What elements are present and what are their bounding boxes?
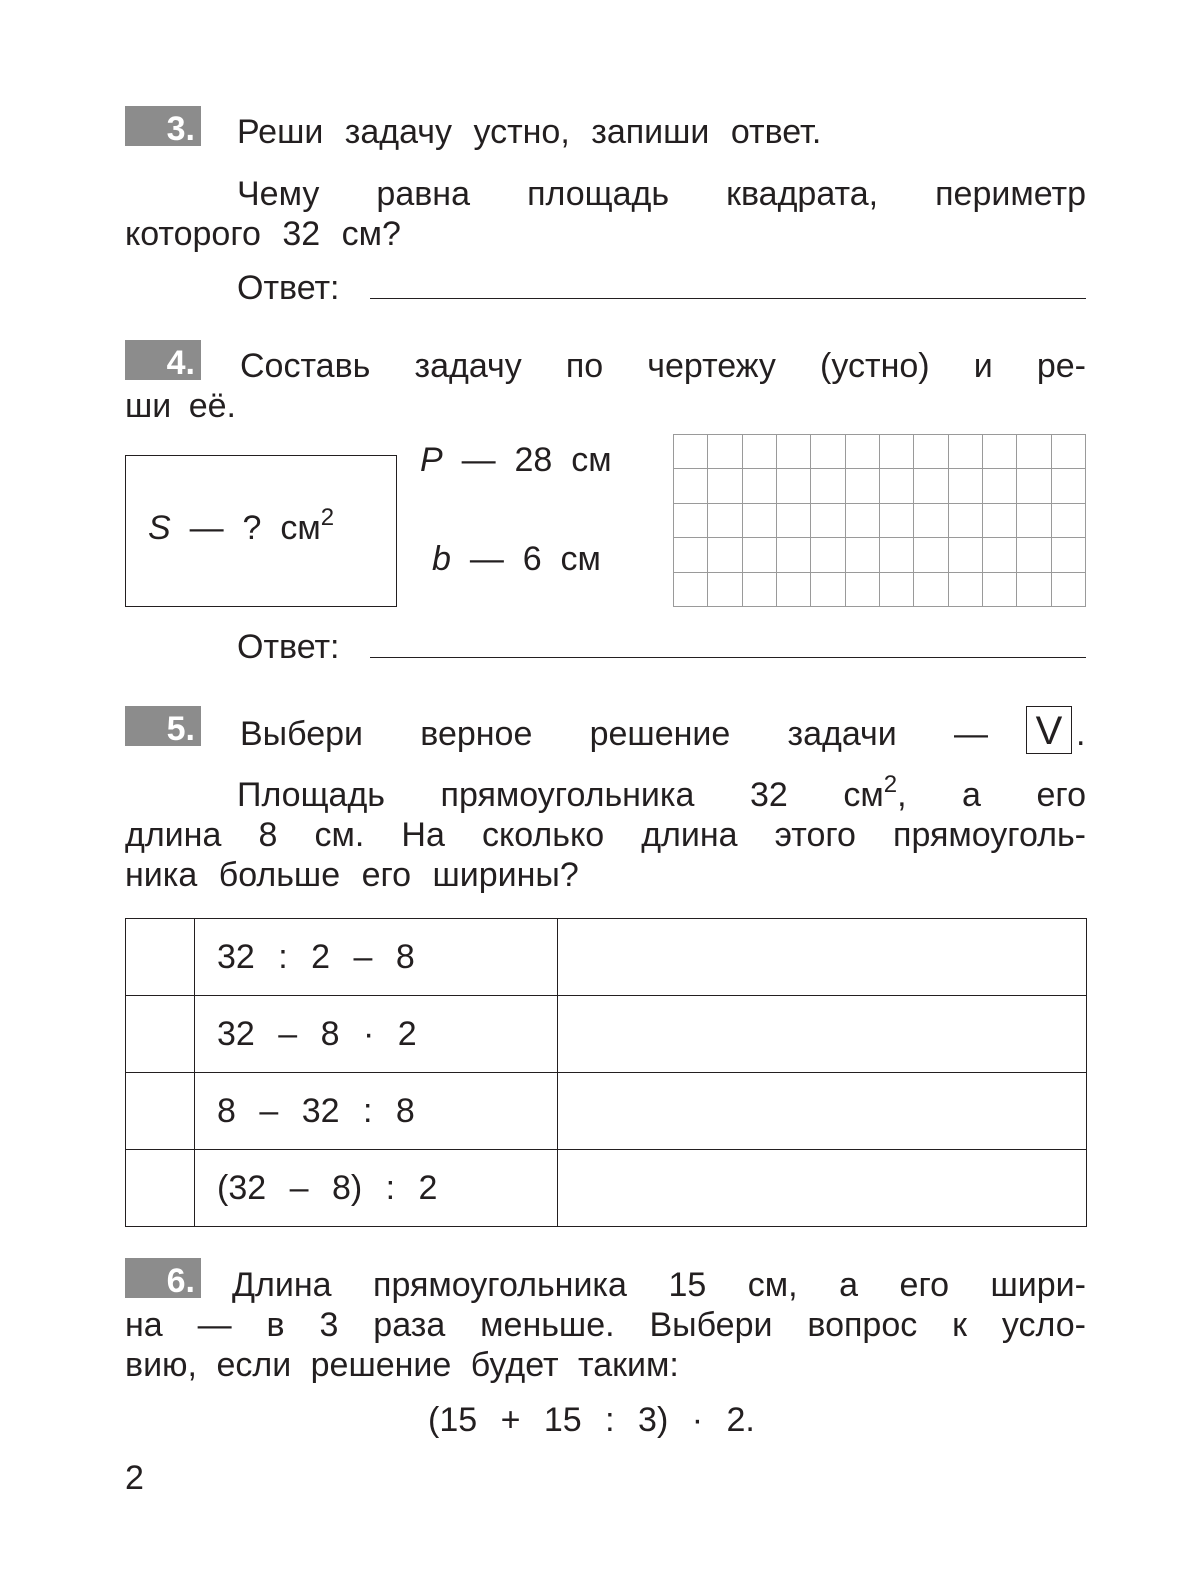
grid-cell bbox=[1052, 538, 1086, 572]
grid-cell bbox=[1017, 435, 1051, 469]
grid-cell bbox=[811, 469, 845, 503]
grid-cell bbox=[674, 573, 708, 607]
task-6-line-2: на — в 3 раза меньше. Выбери вопрос к усло- bbox=[125, 1306, 1086, 1344]
grid-cell bbox=[777, 538, 811, 572]
option-expression: 8 – 32 : 8 bbox=[195, 1073, 558, 1150]
grid-cell bbox=[949, 573, 983, 607]
grid-cell bbox=[708, 469, 742, 503]
grid-cell bbox=[1052, 435, 1086, 469]
grid-cell bbox=[914, 435, 948, 469]
grid-cell bbox=[949, 435, 983, 469]
grid-cell bbox=[983, 573, 1017, 607]
area-dash: — bbox=[189, 509, 224, 547]
grid-cell bbox=[846, 573, 880, 607]
task-4-answer-line[interactable] bbox=[370, 657, 1086, 658]
area-unit-exponent: 2 bbox=[320, 504, 335, 531]
grid-cell bbox=[983, 538, 1017, 572]
task-3-number: 3. bbox=[125, 106, 201, 146]
grid-cell bbox=[949, 504, 983, 538]
grid-cell bbox=[777, 469, 811, 503]
width-variable: b bbox=[432, 540, 451, 578]
task-5-line-1: Выбери верное решение задачи — bbox=[240, 715, 988, 753]
grid-cell bbox=[743, 538, 777, 572]
option-expression: 32 – 8 · 2 bbox=[195, 996, 558, 1073]
grid-cell bbox=[1017, 469, 1051, 503]
area-unit: см bbox=[280, 509, 321, 547]
task-6-number: 6. bbox=[125, 1258, 201, 1298]
task-5-line-3: длина 8 см. На сколько длина этого прямоуголь- bbox=[125, 816, 1086, 854]
grid-cell bbox=[846, 538, 880, 572]
grid-cell bbox=[880, 538, 914, 572]
grid-cell bbox=[743, 435, 777, 469]
task-5-number: 5. bbox=[125, 706, 201, 746]
option-expression: 32 : 2 – 8 bbox=[195, 919, 558, 996]
page-number: 2 bbox=[125, 1459, 144, 1497]
table-row bbox=[126, 1150, 1087, 1227]
grid-cell bbox=[914, 504, 948, 538]
area-question: ? bbox=[242, 509, 262, 547]
solutions-table bbox=[125, 918, 1087, 1227]
grid-cell bbox=[846, 435, 880, 469]
task-5-line-2: Площадь прямоугольника 32 $см^2$, а его bbox=[237, 771, 1086, 814]
grid-cell bbox=[983, 504, 1017, 538]
grid-cell bbox=[674, 435, 708, 469]
task-4-line-2: ши её. bbox=[125, 387, 236, 425]
grid-cell bbox=[743, 573, 777, 607]
grid-cell bbox=[983, 435, 1017, 469]
task-4-number: 4. bbox=[125, 340, 201, 380]
grid-cell bbox=[846, 469, 880, 503]
table-row bbox=[126, 1073, 1087, 1150]
task-5-period: . bbox=[1076, 715, 1086, 753]
grid-cell bbox=[949, 469, 983, 503]
width-label bbox=[432, 539, 601, 579]
grid-cell bbox=[811, 504, 845, 538]
grid-cell bbox=[914, 573, 948, 607]
grid-cell bbox=[708, 538, 742, 572]
grid-cell bbox=[811, 573, 845, 607]
grid-cell bbox=[777, 504, 811, 538]
task-6-line-3: вию, если решение будет таким: bbox=[125, 1346, 679, 1384]
grid-cell bbox=[1052, 469, 1086, 503]
grid-cell bbox=[811, 538, 845, 572]
grid-cell bbox=[949, 538, 983, 572]
table-row bbox=[126, 996, 1087, 1073]
grid-cell bbox=[914, 538, 948, 572]
option-checkbox[interactable] bbox=[126, 919, 195, 996]
grid-cell bbox=[708, 435, 742, 469]
task-3-answer-line[interactable] bbox=[370, 298, 1086, 299]
grid-cell bbox=[743, 469, 777, 503]
grid-cell bbox=[674, 538, 708, 572]
grid-cell bbox=[708, 573, 742, 607]
option-blank bbox=[558, 919, 1087, 996]
width-value: — 6 см bbox=[469, 540, 601, 578]
grid-cell bbox=[811, 435, 845, 469]
option-checkbox[interactable] bbox=[126, 1150, 195, 1227]
check-mark-box: V bbox=[1026, 706, 1072, 754]
perimeter-value: — 28 см bbox=[461, 441, 612, 479]
grid-cell bbox=[880, 573, 914, 607]
grid-cell bbox=[1017, 504, 1051, 538]
grid-cell bbox=[674, 469, 708, 503]
grid-cell bbox=[1052, 573, 1086, 607]
grid-cell bbox=[846, 504, 880, 538]
grid-cell bbox=[708, 504, 742, 538]
option-blank bbox=[558, 996, 1087, 1073]
task-4-answer-label: Ответ: bbox=[237, 628, 340, 666]
perimeter-label bbox=[420, 440, 612, 480]
option-blank bbox=[558, 1073, 1087, 1150]
grid-cell bbox=[983, 469, 1017, 503]
option-expression: (32 – 8) : 2 bbox=[195, 1150, 558, 1227]
area-variable: S bbox=[148, 509, 171, 547]
table-row bbox=[126, 919, 1087, 996]
area-label bbox=[148, 504, 335, 548]
grid-cell bbox=[743, 504, 777, 538]
grid-cell bbox=[674, 504, 708, 538]
option-checkbox[interactable] bbox=[126, 1073, 195, 1150]
grid-cell bbox=[1017, 538, 1051, 572]
task-4-line-1: Составь задачу по чертежу (устно) и ре- bbox=[240, 347, 1086, 385]
task-3-line-1: Чему равна площадь квадрата, периметр bbox=[237, 175, 1086, 213]
task-3-answer-label: Ответ: bbox=[237, 269, 340, 307]
rectangle-drawing bbox=[125, 455, 397, 607]
option-blank bbox=[558, 1150, 1087, 1227]
task-3-instruction: Реши задачу устно, запиши ответ. bbox=[237, 113, 822, 151]
grid-cell bbox=[777, 435, 811, 469]
grid-cell bbox=[1017, 573, 1051, 607]
task-6-expression: (15 + 15 : 3) · 2. bbox=[428, 1401, 755, 1439]
task-3-line-2: которого 32 см? bbox=[125, 215, 401, 253]
task-5-line-4: ника больше его ширины? bbox=[125, 856, 579, 894]
grid-cell bbox=[777, 573, 811, 607]
grid-cell bbox=[1052, 504, 1086, 538]
grid-cell bbox=[914, 469, 948, 503]
work-grid[interactable] bbox=[673, 434, 1086, 607]
grid-cell bbox=[880, 504, 914, 538]
option-checkbox[interactable] bbox=[126, 996, 195, 1073]
task-6-line-1: Длина прямоугольника 15 см, а его шири- bbox=[232, 1266, 1086, 1304]
grid-cell bbox=[880, 435, 914, 469]
perimeter-variable: P bbox=[420, 441, 443, 479]
grid-cell bbox=[880, 469, 914, 503]
